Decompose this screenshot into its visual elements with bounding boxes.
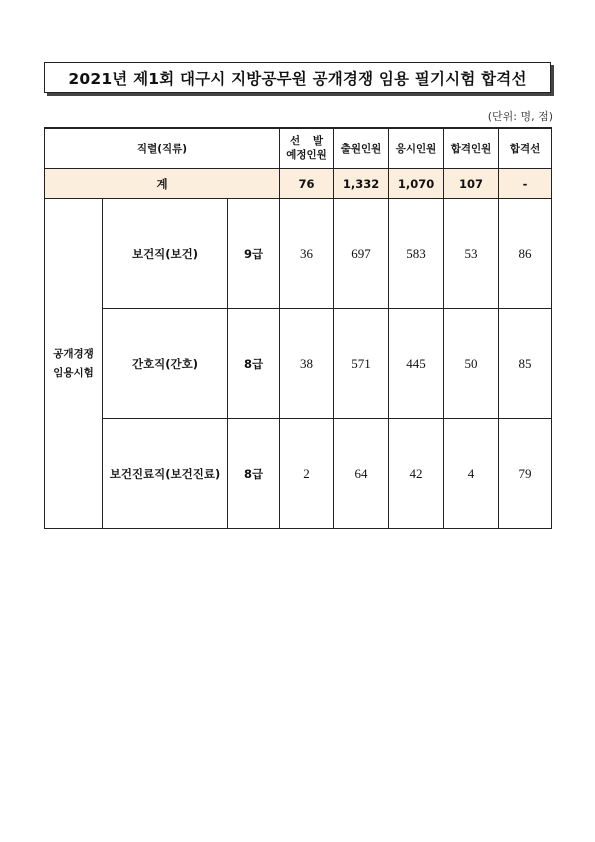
table-row bbox=[45, 419, 552, 529]
row-job: 간호직(간호) bbox=[103, 309, 228, 419]
total-applicants: 1,332 bbox=[334, 169, 389, 199]
table-header-row bbox=[45, 128, 552, 169]
total-planned: 76 bbox=[280, 169, 334, 199]
header-examinees: 응시인원 bbox=[389, 128, 444, 169]
header-cutoff: 합격선 bbox=[499, 128, 552, 169]
row-job: 보건직(보건) bbox=[103, 199, 228, 309]
table-row bbox=[45, 199, 552, 309]
row-passers: 50 bbox=[444, 309, 499, 419]
page-title-text: 2021년 제1회 대구시 지방공무원 공개경쟁 임용 필기시험 합격선 bbox=[68, 69, 527, 88]
results-table bbox=[44, 127, 552, 529]
header-planned-top-right: 발 bbox=[312, 135, 324, 147]
row-examinees: 42 bbox=[389, 419, 444, 529]
row-cutoff: 79 bbox=[499, 419, 552, 529]
header-job: 직렬(직류) bbox=[45, 128, 280, 169]
total-passers: 107 bbox=[444, 169, 499, 199]
row-applicants: 571 bbox=[334, 309, 389, 419]
total-examinees: 1,070 bbox=[389, 169, 444, 199]
row-job: 보건진료직(보건진료) bbox=[103, 419, 228, 529]
category-line1: 공개경쟁 bbox=[53, 347, 94, 360]
table-row bbox=[45, 309, 552, 419]
row-applicants: 64 bbox=[334, 419, 389, 529]
total-label: 계 bbox=[45, 169, 280, 199]
category-cell bbox=[45, 199, 103, 529]
row-grade: 8급 bbox=[228, 309, 280, 419]
unit-note: (단위: 명, 점) bbox=[487, 110, 553, 123]
row-planned: 2 bbox=[280, 419, 334, 529]
row-examinees: 583 bbox=[389, 199, 444, 309]
header-planned-bottom: 예정인원 bbox=[286, 149, 327, 161]
row-passers: 53 bbox=[444, 199, 499, 309]
category-line2: 임용시험 bbox=[53, 366, 94, 379]
row-applicants: 697 bbox=[334, 199, 389, 309]
row-passers: 4 bbox=[444, 419, 499, 529]
total-row bbox=[45, 169, 552, 199]
header-applicants: 출원인원 bbox=[334, 128, 389, 169]
header-planned-top-left: 선 bbox=[290, 135, 301, 147]
header-planned bbox=[280, 128, 334, 169]
row-grade: 8급 bbox=[228, 419, 280, 529]
row-examinees: 445 bbox=[389, 309, 444, 419]
row-cutoff: 86 bbox=[499, 199, 552, 309]
row-planned: 38 bbox=[280, 309, 334, 419]
row-grade: 9급 bbox=[228, 199, 280, 309]
page-title bbox=[44, 62, 551, 93]
header-passers: 합격인원 bbox=[444, 128, 499, 169]
row-planned: 36 bbox=[280, 199, 334, 309]
total-cutoff: - bbox=[499, 169, 552, 199]
row-cutoff: 85 bbox=[499, 309, 552, 419]
